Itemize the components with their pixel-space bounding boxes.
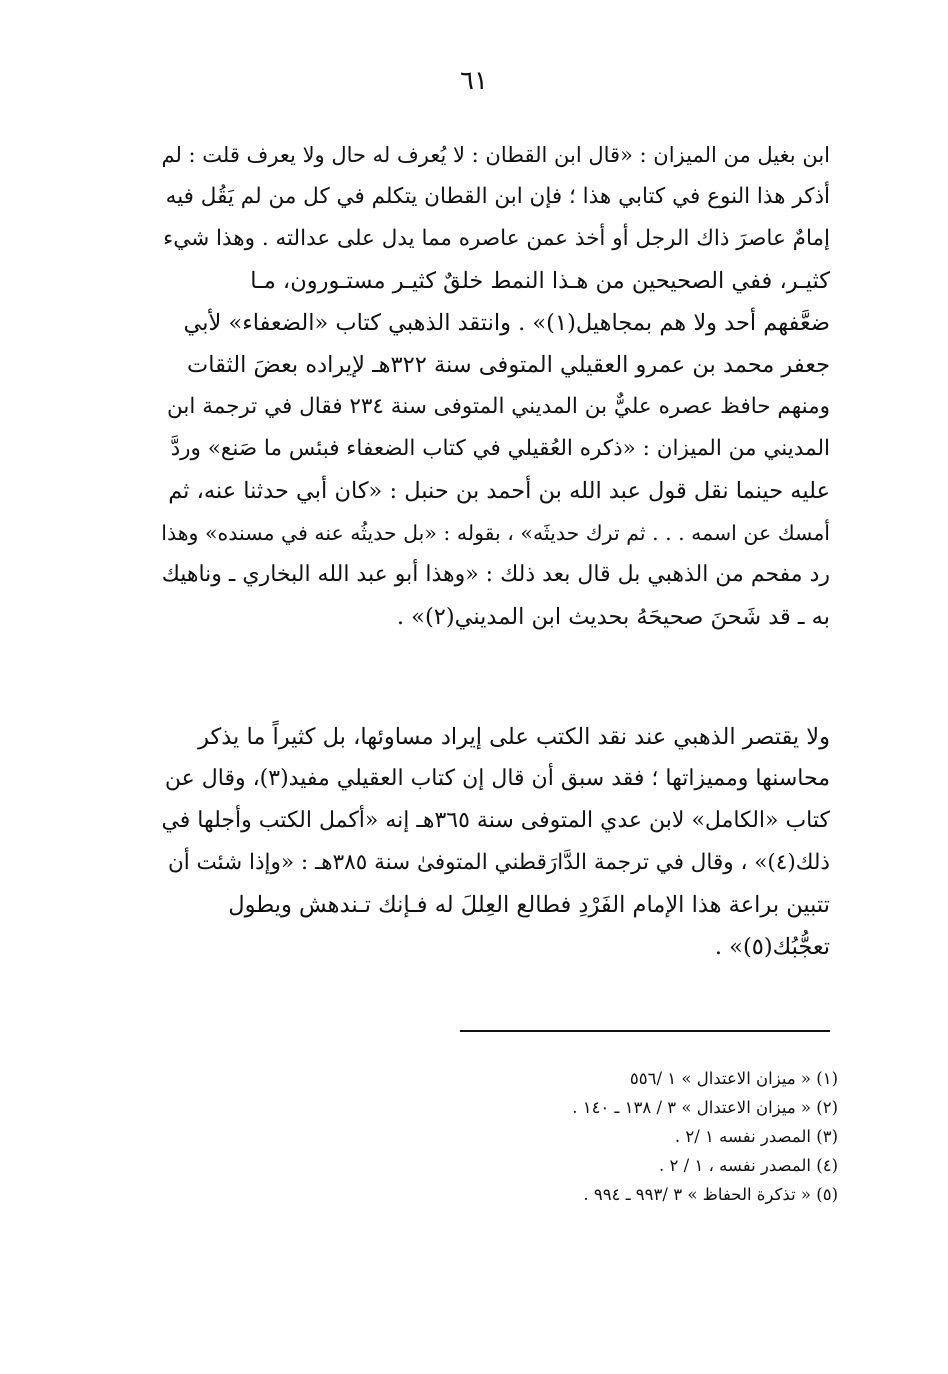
- text-line: إمامٌ عاصرَ ذاك الرجل أو أخذ عمن عاصره مما يدل على عدالته . وهذا شيء: [163, 226, 830, 251]
- text-line: رد مفحم من الذهبي بل قال بعد ذلك : «وهذا أبو عبد الله البخاري ـ وناهيك: [161, 562, 830, 587]
- footnote-divider: [460, 1030, 830, 1032]
- text-line: ولا يقتصر الذهبي عند نقد الكتب على إيراد مساوئها، بل كثيراً ما يذكر: [198, 724, 830, 750]
- text-line: ضعَّفهم أحد ولا هم بمجاهيل(١)» . وانتقد الذهبي كتاب «الضعفاء» لأبي: [183, 310, 830, 336]
- text-line: ومنهم حافظ عصره عليٌّ بن المديني المتوفى سنة ٢٣٤ فقال في ترجمة ابن: [167, 394, 830, 419]
- text-line: جعفر محمد بن عمرو العقيلي المتوفى سنة ٣٢٢هـ لإيراده بعضَ الثقات: [187, 352, 830, 378]
- footnote: (٤) المصدر نفسه ، ١ / ٢ .: [659, 1156, 838, 1175]
- text-line: كتاب «الكامل» لابن عدي المتوفى سنة ٣٦٥هـ إنه «أكمل الكتب وأجلها في: [161, 808, 830, 833]
- paragraph-1: [160, 134, 830, 638]
- footnote: (٢) « ميزان الاعتدال » ٣ / ١٣٨ ـ ١٤٠ .: [572, 1098, 838, 1117]
- text-line: أمسك عن اسمه . . . ثم ترك حديثَه» ، بقوله : «بل حديثُه عنه في مسنده» وهذا: [161, 521, 830, 545]
- text-line: المديني من الميزان : «ذكره العُقيلي في كتاب الضعفاء فبئس ما صَنع» وردَّ: [170, 436, 830, 461]
- text-line: به ـ قد شَحنَ صحيحَهُ بحديث ابن المديني(٢)» .: [396, 604, 830, 630]
- paragraph-2: [160, 716, 830, 968]
- text-line: تتبين براعة هذا الإمام الفَرْدِ فطالع العِللَ له فـإنك تـندهش ويطول: [228, 892, 830, 918]
- text-line: ابن بغيل من الميزان : «قال ابن القطان : لا يُعرف له حال ولا يعرف قلت : لم: [161, 143, 830, 167]
- footnote: (٣) المصدر نفسه ١ /٢ .: [674, 1127, 838, 1146]
- text-line: تعجُّبُك(٥)» .: [714, 934, 830, 960]
- text-line: ذلك(٤)» ، وقال في ترجمة الدَّارَقطني المتوفىٰ سنة ٣٨٥هـ : «وإذا شئت أن: [167, 850, 830, 875]
- footnote: (٥) « تذكرة الحفاظ » ٣ /٩٩٣ ـ ٩٩٤ .: [583, 1185, 838, 1204]
- text-line: محاسنها ومميزاتها ؛ فقد سبق أن قال إن كتاب العقيلي مفيد(٣)، وقال عن: [164, 766, 830, 791]
- text-line: أذكر هذا النوع في كتابي هذا ؛ فإن ابن القطان يتكلم في كل من لم يَقُل فيه: [165, 184, 830, 209]
- text-line: عليه حينما نقل قول عبد الله بن أحمد بن حنبل : «كان أبي حدثنا عنه، ثم: [168, 478, 830, 504]
- footnote: (١) « ميزان الاعتدال » ١ /٥٥٦: [629, 1069, 838, 1088]
- page-number: ٦١: [460, 66, 488, 96]
- text-line: كثيـر، ففي الصحيحين من هـذا النمط خلقٌ كثيـر مستـورون، مـا: [250, 268, 830, 294]
- footnotes: [300, 1064, 838, 1209]
